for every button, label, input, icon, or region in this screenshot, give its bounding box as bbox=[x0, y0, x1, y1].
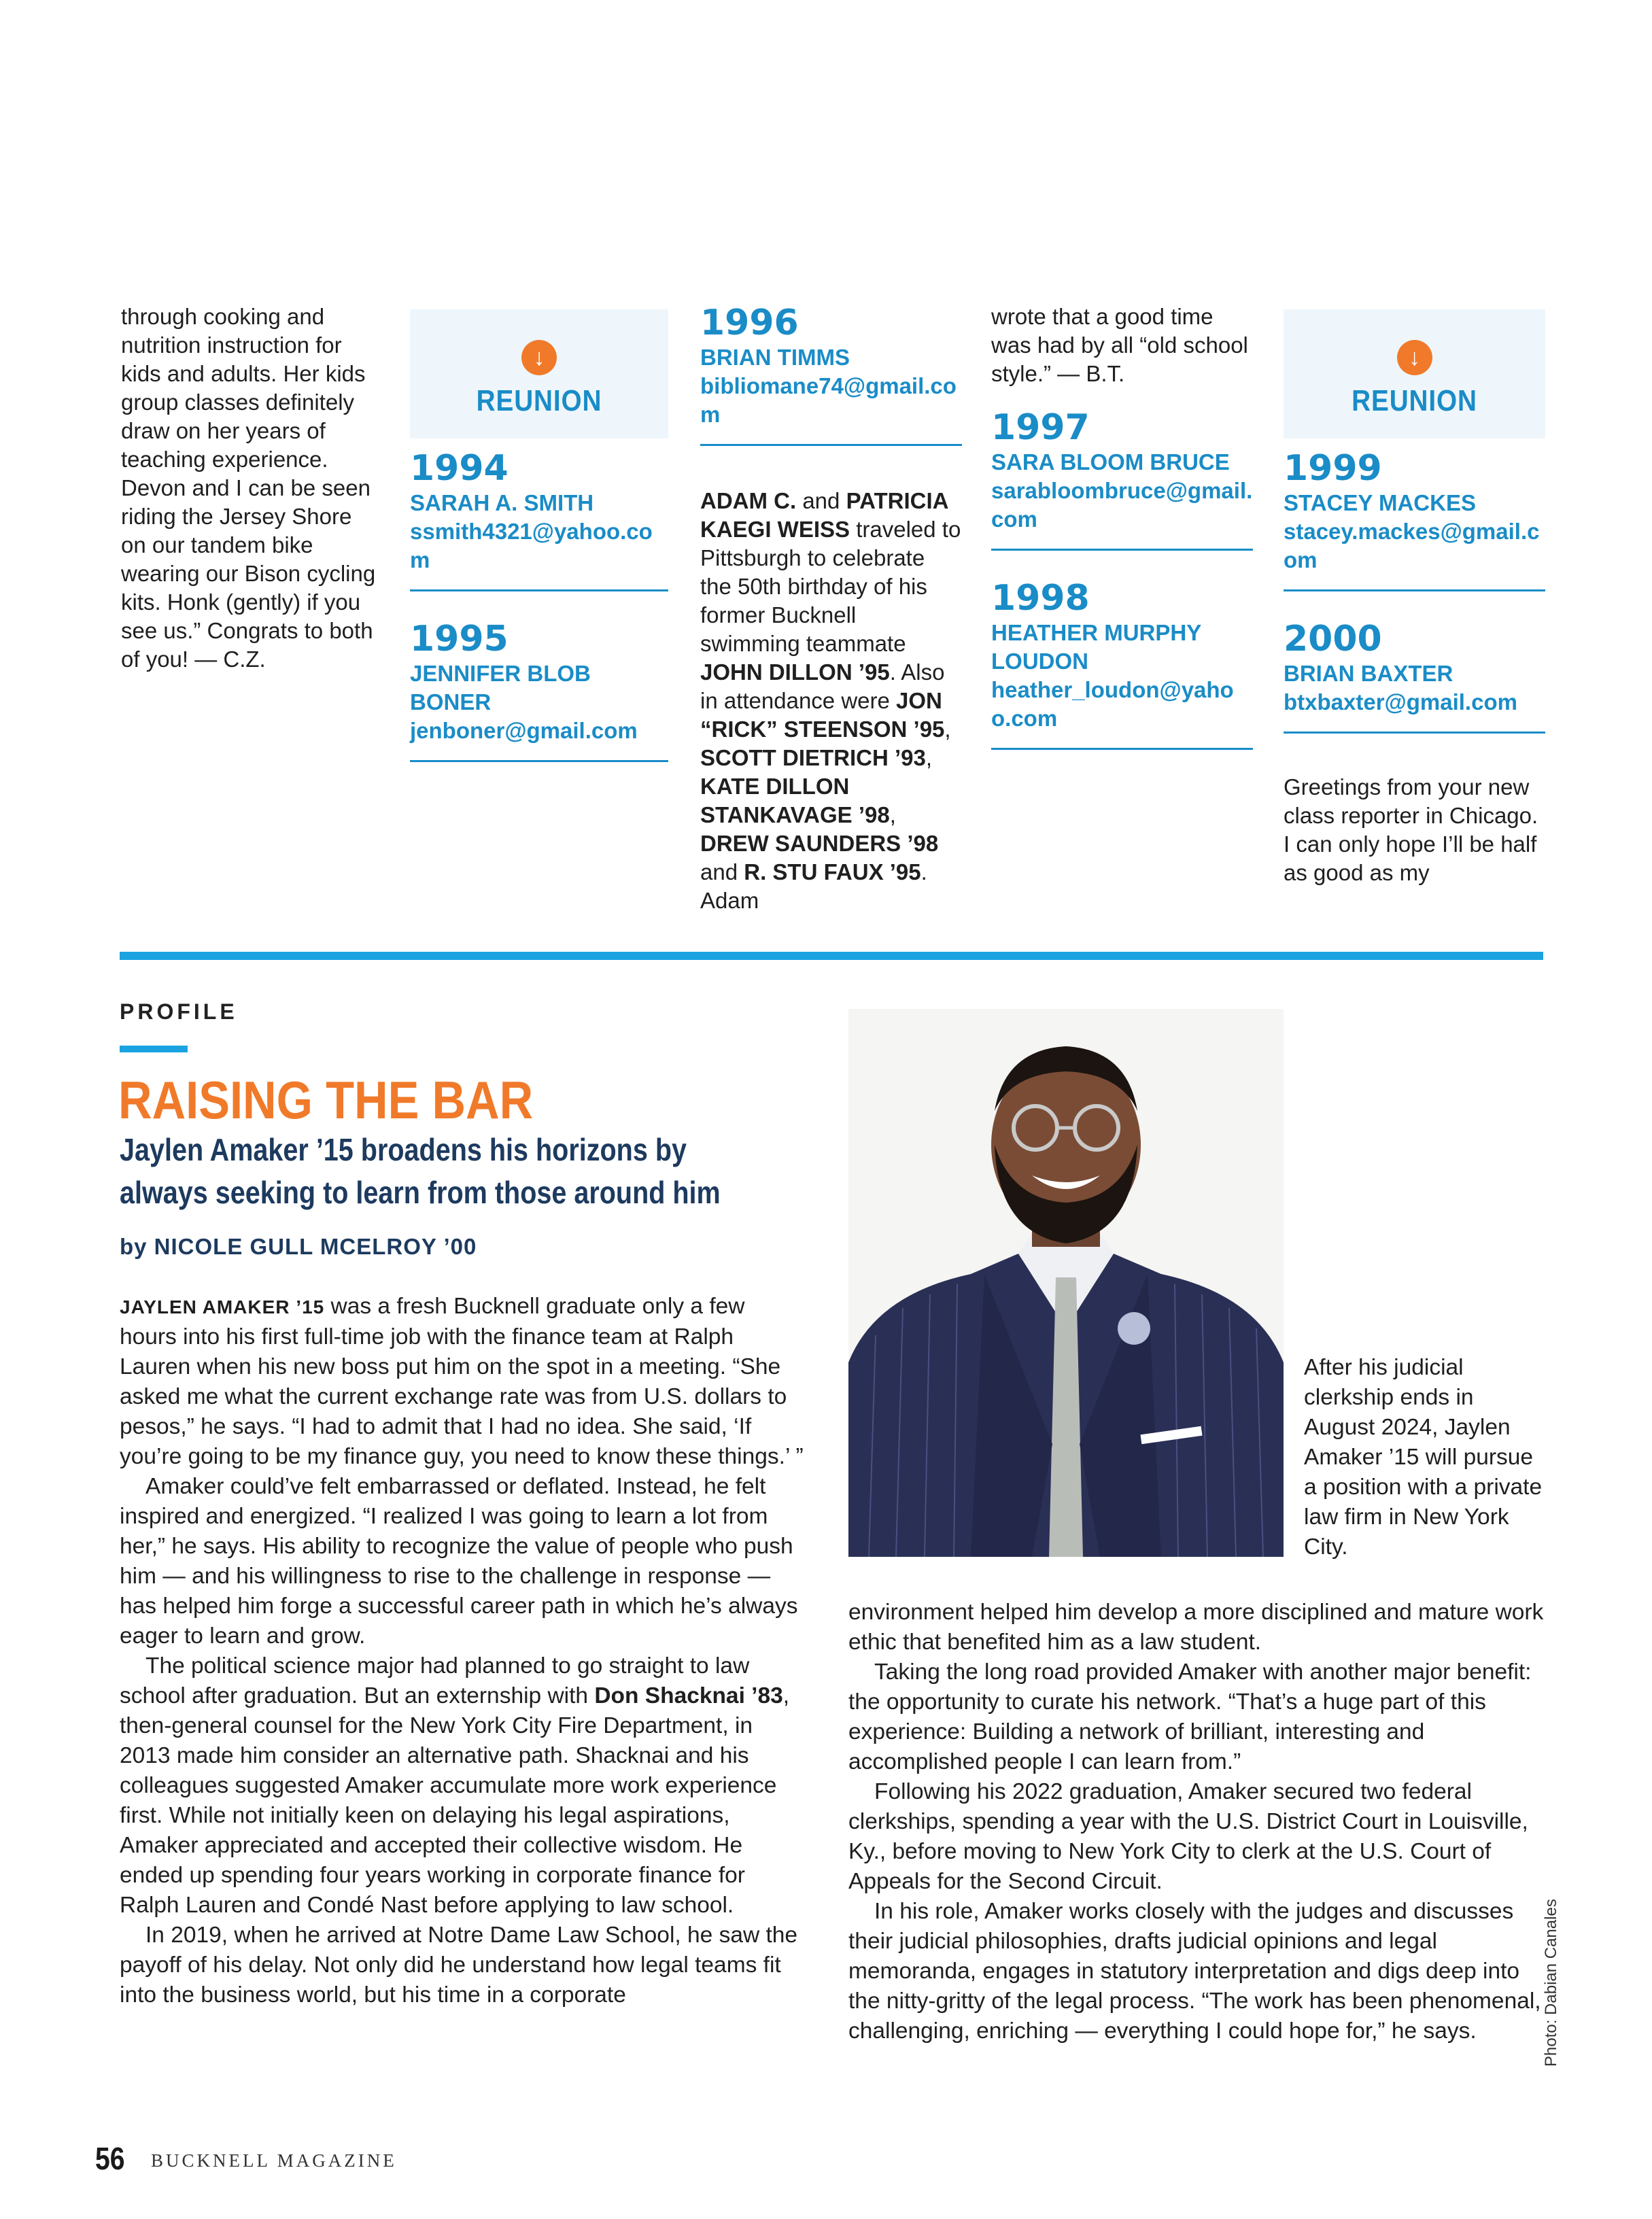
class-notes-col-4 bbox=[991, 303, 1253, 750]
section-divider bbox=[120, 952, 1543, 960]
col1-text: through cooking and nutrition instruction for kids and adults. Her kids group classes definitely draw on her years of teaching experience. Devon and I can be seen riding the Jersey Shore on our tandem bike wearing our Bison cycling kits. Honk (gently) if you see us.” Congrats to both of you! — C.Z. bbox=[121, 304, 376, 672]
text: . Adam bbox=[700, 859, 927, 913]
arrow-down-icon: ↓ bbox=[1397, 340, 1432, 375]
reporter-email-1998[interactable]: heather_loudon@yahoo.com bbox=[991, 677, 1234, 731]
reporter-email-1999[interactable]: stacey.mackes@gmail.com bbox=[1284, 519, 1540, 572]
reporter-name-1998: HEATHER MURPHY LOUDON bbox=[991, 620, 1201, 674]
portrait-photo bbox=[848, 1009, 1284, 1557]
text: traveled to Pittsburgh to celebrate the 50th birthday of his former Bucknell swimming teammate bbox=[700, 517, 961, 656]
text: The political science major had planned to go straight to law school after graduation. But an externship with bbox=[120, 1653, 750, 1708]
text: . Also in attendance were bbox=[700, 659, 945, 713]
reunion-banner bbox=[410, 309, 668, 438]
text: , bbox=[944, 717, 951, 742]
alumni-name: DREW SAUNDERS ’98 bbox=[700, 831, 939, 856]
paragraph: In his role, Amaker works closely with the judges and discusses their judicial philosophies, drafts judicial opinions and legal memoranda, engages in statutory interpretation and digs deep into the nitty-gritty of the legal process. “The work has been phenomenal, challenging, enriching — everything I could hope for,” he says. bbox=[848, 1899, 1541, 2044]
col5-note: Greetings from your new class reporter in Chicago. I can only hope I’ll be half as good as my bbox=[1284, 774, 1538, 885]
divider bbox=[410, 589, 668, 591]
alumni-name: ADAM C. bbox=[700, 488, 797, 513]
reporter-name-1995: JENNIFER BLOB BONER bbox=[410, 661, 591, 715]
divider bbox=[1284, 732, 1545, 734]
reporter-email-1996[interactable]: bibliomane74@gmail.com bbox=[700, 373, 957, 427]
divider bbox=[1284, 589, 1545, 591]
reporter-email-1995[interactable]: jenboner@gmail.com bbox=[410, 718, 638, 743]
alumni-name: Don Shacknai ’83 bbox=[594, 1683, 783, 1708]
divider bbox=[410, 760, 668, 762]
year-1998: 1998 bbox=[991, 578, 1090, 619]
alumni-name: KATE DILLON STANKAVAGE ’98 bbox=[700, 774, 890, 827]
year-1999: 1999 bbox=[1284, 448, 1382, 489]
divider bbox=[700, 444, 962, 446]
text: , then-general counsel for the New York City Fire Department, in 2013 made him consider an alternative path. Shacknai and his colleagues suggested Amaker accumulate more work experience first. While not initially keen on delaying his legal aspirations, Amaker appreciated and accepted their collective wisdom. He ended up spending four years working in corporate finance for Ralph Lauren and Condé Nast before applying to law school. bbox=[120, 1683, 790, 1918]
reunion-label: REUNION bbox=[476, 384, 602, 417]
reporter-name-1994: SARAH A. SMITH bbox=[410, 490, 594, 515]
text: and bbox=[796, 488, 846, 513]
year-2000: 2000 bbox=[1284, 619, 1382, 659]
portrait-illustration bbox=[848, 1009, 1284, 1557]
publication-name: BUCKNELL MAGAZINE bbox=[151, 2150, 397, 2171]
alumni-name: R. STU FAUX ’95 bbox=[744, 859, 921, 884]
reporter-email-2000[interactable]: btxbaxter@gmail.com bbox=[1284, 689, 1517, 715]
lead-paragraph bbox=[120, 1292, 806, 1472]
divider bbox=[991, 748, 1253, 750]
paragraph bbox=[120, 1651, 806, 1921]
paragraph: Taking the long road provided Amaker with another major benefit: the opportunity to curate his network. “That’s a huge part of this experience: Building a network of brilliant, interesting and accomplished people I can learn from.” bbox=[848, 1659, 1532, 1774]
headline: RAISING THE BAR bbox=[118, 1070, 534, 1130]
reporter-email-1994[interactable]: ssmith4321@yahoo.com bbox=[410, 519, 653, 572]
reporter-name-1996: BRIAN TIMMS bbox=[700, 345, 850, 370]
reporter-name-1999: STACEY MACKES bbox=[1284, 490, 1476, 515]
alumni-name: JOHN DILLON ’95 bbox=[700, 659, 890, 685]
alumni-name: SCOTT DIETRICH ’93 bbox=[700, 745, 926, 770]
reporter-name-2000: BRIAN BAXTER bbox=[1284, 661, 1453, 686]
text: and bbox=[700, 859, 744, 884]
alumni-name: JON “RICK” STEENSON ’95 bbox=[700, 688, 945, 742]
byline: by NICOLE GULL MCELROY ’00 bbox=[120, 1234, 477, 1259]
article-column-2 bbox=[848, 1598, 1549, 2046]
dek: Jaylen Amaker ’15 broadens his horizons by always seeking to learn from those around him bbox=[120, 1132, 721, 1210]
photo-credit: Photo: Dabian Canales bbox=[1542, 1899, 1560, 2067]
text: , bbox=[889, 802, 896, 827]
profile-kicker: PROFILE bbox=[120, 999, 238, 1024]
kicker-underline bbox=[120, 1046, 188, 1052]
col4-note: wrote that a good time was had by all “old school style.” — B.T. bbox=[991, 304, 1248, 386]
reporter-email-1997[interactable]: sarabloombruce@gmail.com bbox=[991, 478, 1253, 532]
reporter-name-1997: SARA BLOOM BRUCE bbox=[991, 449, 1230, 475]
paragraph: environment helped him develop a more disciplined and mature work ethic that benefited him as a law student. bbox=[848, 1600, 1544, 1655]
page-number: 56 bbox=[95, 2141, 125, 2176]
article-column-1 bbox=[120, 1292, 806, 2010]
lead-name: JAYLEN AMAKER ’15 bbox=[120, 1296, 325, 1318]
paragraph: Amaker could’ve felt embarrassed or deflated. Instead, he felt inspired and energized. “I realized I was going to learn a lot from her,” he says. His ability to recognize the value of people who push him — and his willingness to rise to the challenge in response — has helped him forge a successful career path in which he’s always eager to learn and grow. bbox=[120, 1474, 798, 1649]
lead-text: was a fresh Bucknell graduate only a few hours into his first full-time job with the finance team at Ralph Lauren when his new boss put him on the spot in a meeting. “She asked me what the current exchange rate was from U.S. dollars to pesos,” he says. “I had to admit that I had no idea. She said, ‘If you’re going to be my finance guy, you need to know these things.’ ” bbox=[120, 1294, 804, 1469]
year-1997: 1997 bbox=[991, 407, 1090, 448]
class-notes-col-1 bbox=[121, 303, 379, 674]
year-1995: 1995 bbox=[410, 619, 509, 659]
text: , bbox=[925, 745, 933, 770]
col3-note bbox=[700, 487, 962, 915]
alumni-name: PATRICIA KAEGI WEISS bbox=[700, 488, 948, 542]
paragraph: Following his 2022 graduation, Amaker secured two federal clerkships, spending a year with the U.S. District Court in Louisville, Ky., before moving to New York City to clerk at the U.S. Court of Appeals for the Second Circuit. bbox=[848, 1779, 1528, 1894]
reunion-label: REUNION bbox=[1352, 384, 1477, 417]
photo-caption: After his judicial clerkship ends in August 2024, Jaylen Amaker ’15 will pursue a position with a private law firm in New York City. bbox=[1304, 1355, 1543, 1560]
paragraph: In 2019, when he arrived at Notre Dame Law School, he saw the payoff of his delay. Not only did he understand how legal teams fit into the business world, but his time in a corporate bbox=[120, 1923, 798, 2008]
reunion-banner bbox=[1284, 309, 1545, 438]
divider bbox=[991, 549, 1253, 551]
year-1996: 1996 bbox=[700, 303, 799, 343]
class-notes-col-3 bbox=[700, 303, 962, 915]
arrow-down-icon: ↓ bbox=[521, 340, 557, 375]
class-notes-col-5 bbox=[1284, 309, 1545, 887]
year-1994: 1994 bbox=[410, 448, 509, 489]
class-notes-col-2 bbox=[410, 309, 668, 762]
